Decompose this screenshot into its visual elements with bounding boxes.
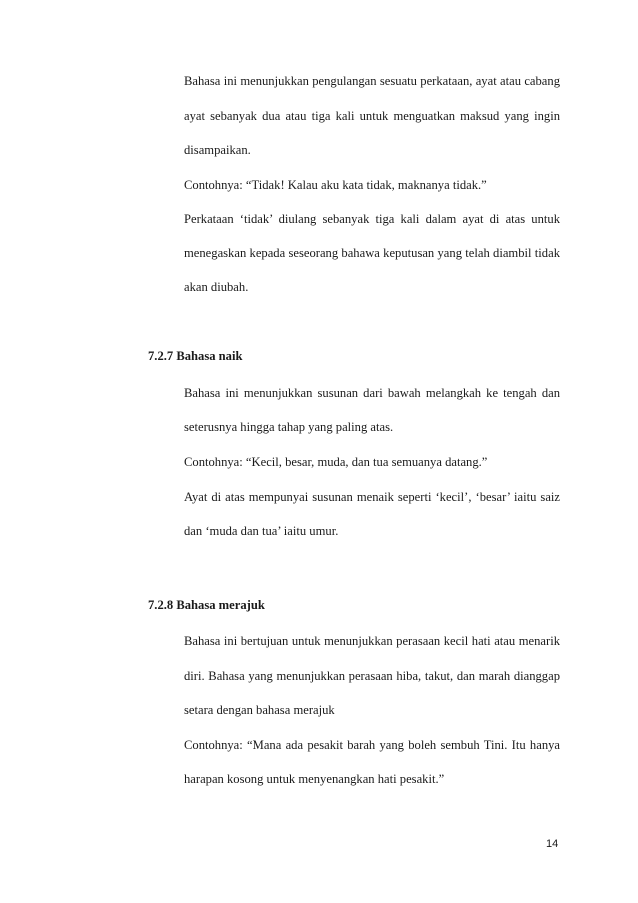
- example-line: Contohnya: “Tidak! Kalau aku kata tidak, maknanya tidak.”: [184, 178, 487, 192]
- paragraph-line: Bahasa ini menunjukkan pengulangan sesuatu perkataan, ayat atau cabang: [184, 74, 560, 88]
- example-line: Contohnya: “Kecil, besar, muda, dan tua semuanya datang.”: [184, 455, 488, 469]
- paragraph-line: disampaikan.: [184, 143, 251, 157]
- paragraph-line: Ayat di atas mempunyai susunan menaik seperti ‘kecil’, ‘besar’ iaitu saiz: [184, 490, 560, 504]
- paragraph-line: menegaskan kepada seseorang bahawa keputusan yang telah diambil tidak: [184, 246, 560, 260]
- paragraph-line: akan diubah.: [184, 280, 249, 294]
- example-line: Contohnya: “Mana ada pesakit barah yang boleh sembuh Tini. Itu hanya: [184, 738, 560, 752]
- section-heading-bahasa-naik: 7.2.7 Bahasa naik: [148, 349, 243, 363]
- paragraph-line: setara dengan bahasa merajuk: [184, 703, 335, 717]
- paragraph-line: dan ‘muda dan tua’ iaitu umur.: [184, 524, 339, 538]
- paragraph-line: diri. Bahasa yang menunjukkan perasaan hiba, takut, dan marah dianggap: [184, 669, 560, 683]
- example-line: harapan kosong untuk menyenangkan hati pesakit.”: [184, 772, 445, 786]
- paragraph-line: Perkataan ‘tidak’ diulang sebanyak tiga kali dalam ayat di atas untuk: [184, 212, 560, 226]
- section-heading-bahasa-merajuk: 7.2.8 Bahasa merajuk: [148, 598, 265, 612]
- paragraph-line: ayat sebanyak dua atau tiga kali untuk menguatkan maksud yang ingin: [184, 109, 560, 123]
- page-number: 14: [546, 838, 559, 850]
- paragraph-line: seterusnya hingga tahap yang paling atas.: [184, 420, 394, 434]
- paragraph-line: Bahasa ini bertujuan untuk menunjukkan perasaan kecil hati atau menarik: [184, 634, 560, 648]
- paragraph-line: Bahasa ini menunjukkan susunan dari bawah melangkah ke tengah dan: [184, 386, 560, 400]
